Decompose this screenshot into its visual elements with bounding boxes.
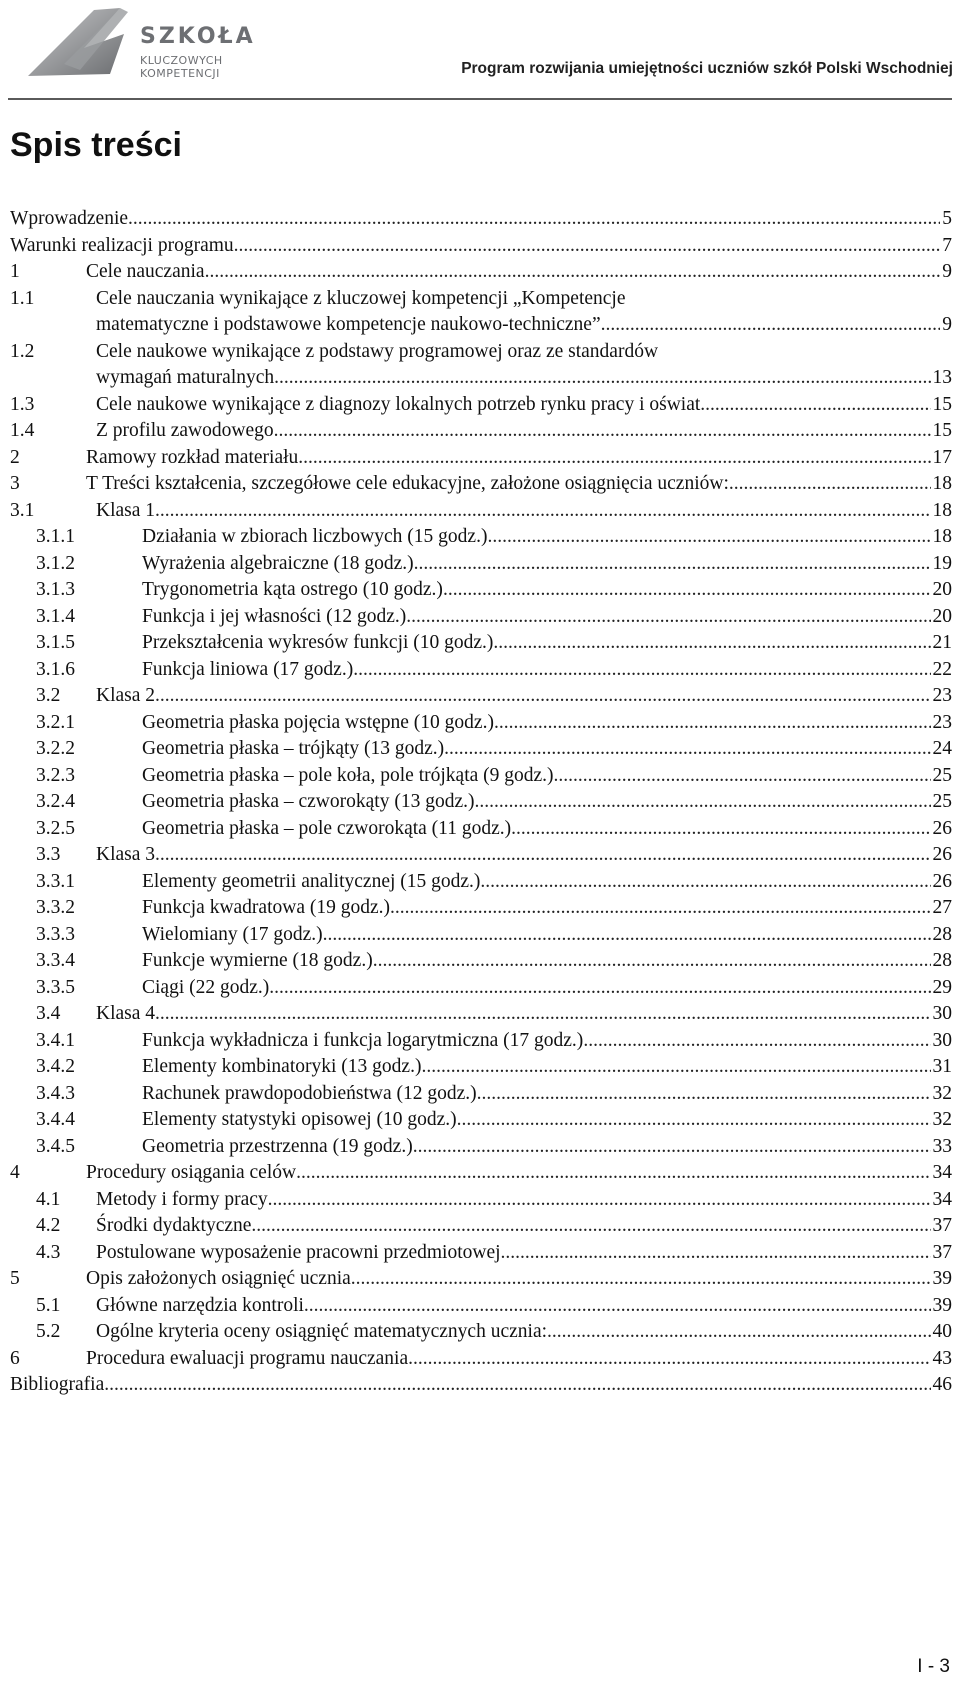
toc-entry-number: 3.1.6 — [36, 658, 75, 680]
toc-entry-number: 1.3 — [10, 393, 35, 415]
toc-entry-page: 27 — [932, 897, 952, 918]
toc-entry-line — [142, 763, 952, 790]
toc-entry-title: Opis założonych osiągnięć ucznia — [86, 1268, 351, 1289]
toc-entry[interactable] — [10, 1240, 952, 1267]
dot-leader — [274, 365, 930, 392]
toc-entry-line — [86, 259, 952, 286]
dot-leader — [601, 312, 941, 339]
dot-leader — [729, 471, 931, 498]
dot-leader — [547, 1319, 930, 1346]
toc-entry-page: 39 — [932, 1268, 952, 1289]
toc-entry-line — [142, 577, 952, 604]
toc-entry-line — [142, 1081, 952, 1108]
toc-entry-page: 17 — [932, 446, 952, 468]
toc-entry-page: 21 — [932, 632, 952, 653]
dot-leader — [104, 1372, 930, 1399]
toc-entry[interactable] — [10, 895, 952, 922]
toc-entry-page: 25 — [932, 791, 952, 812]
toc-entry-title: Geometria płaska – pole koła, pole trójkąta (9 godz.) — [142, 764, 554, 786]
toc-entry[interactable] — [10, 789, 952, 816]
toc-entry-page: 30 — [932, 1003, 952, 1024]
dot-leader — [155, 1001, 930, 1028]
toc-entry-line — [96, 392, 952, 419]
toc-entry-line — [96, 842, 952, 869]
toc-entry-line — [96, 1240, 952, 1267]
dot-leader — [298, 445, 930, 472]
toc-entry-page: 40 — [932, 1321, 952, 1342]
toc-entry-title: Funkcja i jej własności (12 godz.) — [142, 605, 407, 627]
toc-entry[interactable] — [10, 498, 952, 525]
toc-entry[interactable] — [10, 736, 952, 763]
toc-entry-line — [142, 657, 952, 684]
toc-entry[interactable] — [10, 1160, 952, 1187]
toc-entry-title: Cele nauczania — [86, 261, 205, 282]
dot-leader — [501, 1240, 931, 1267]
dot-leader — [353, 657, 930, 684]
toc-entry-title: Geometria płaska – czworokąty (13 godz.) — [142, 791, 475, 812]
toc-entry[interactable] — [10, 259, 952, 286]
toc-entry-title: Funkcja kwadratowa (19 godz.) — [142, 897, 391, 918]
toc-entry-number: 5.2 — [36, 1321, 61, 1342]
toc-entry-title: Wprowadzenie — [10, 208, 129, 229]
toc-entry-page: 15 — [932, 420, 952, 441]
toc-entry-page: 32 — [932, 1109, 952, 1130]
toc-entry-title: Geometria przestrzenna (19 godz.) — [142, 1135, 413, 1157]
toc-entry-line — [96, 1319, 952, 1346]
toc-entry[interactable] — [10, 1319, 952, 1346]
toc-entry[interactable] — [10, 816, 952, 843]
toc-entry-title: Klasa 1 — [96, 499, 156, 521]
dot-leader — [234, 233, 941, 260]
toc-entry-page: 37 — [932, 1215, 952, 1236]
toc-entry-title: matematyczne i podstawowe kompetencje naukowo-techniczne” — [96, 314, 601, 335]
dot-leader — [373, 948, 931, 975]
toc-entry[interactable] — [10, 1346, 952, 1373]
toc-entry[interactable] — [10, 286, 952, 313]
toc-entry-number: 3.3.5 — [36, 976, 75, 998]
dot-leader — [474, 789, 930, 816]
toc-entry-page: 18 — [932, 526, 952, 547]
toc-entry-title: Elementy geometrii analitycznej (15 godz.) — [142, 870, 481, 892]
dot-leader — [414, 551, 931, 578]
toc-entry-number: 3.1.4 — [36, 605, 75, 627]
toc-entry-line — [142, 816, 952, 843]
toc-entry-line — [96, 1001, 952, 1028]
dot-leader — [700, 392, 930, 419]
toc-entry[interactable] — [10, 577, 952, 604]
toc-entry-number: 3 — [10, 473, 20, 494]
toc-entry-line — [10, 1372, 952, 1399]
toc-entry-number: 3.3.1 — [36, 870, 75, 892]
toc-entry-page: 23 — [932, 685, 952, 706]
toc-entry-line — [10, 206, 952, 233]
dot-leader — [268, 1187, 931, 1214]
toc-entry-line — [10, 233, 952, 260]
toc-entry-page: 28 — [932, 950, 952, 971]
toc-entry-number: 3.3 — [36, 844, 61, 865]
toc-entry-page: 22 — [932, 658, 952, 680]
toc-entry-number: 1.2 — [10, 340, 35, 362]
toc-entry-title: Trygonometria kąta ostrego (10 godz.) — [142, 579, 443, 600]
toc-entry-number: 3.2 — [36, 685, 61, 706]
dot-leader — [408, 1346, 930, 1373]
dot-leader — [583, 1028, 930, 1055]
dot-leader — [443, 577, 931, 604]
toc-entry-page: 34 — [932, 1162, 952, 1183]
toc-entry-title: Elementy kombinatoryki (13 godz.) — [142, 1056, 422, 1077]
toc-entry[interactable] — [10, 551, 952, 578]
toc-entry-line — [96, 683, 952, 710]
toc-entry-line — [142, 630, 952, 657]
program-title: Program rozwijania umiejętności uczniów szkół Polski Wschodniej — [461, 60, 953, 77]
toc-entry[interactable] — [10, 763, 952, 790]
toc-entry-number: 4.3 — [36, 1241, 61, 1263]
toc-entry-line — [142, 975, 952, 1002]
toc-entry-number: 3.1 — [10, 499, 35, 521]
toc-entry-title: Cele nauczania wynikające z kluczowej kompetencji „Kompetencje — [96, 287, 626, 309]
table-of-contents — [10, 206, 952, 1399]
toc-entry-number: 4.2 — [36, 1215, 61, 1236]
toc-entry-page: 29 — [932, 976, 952, 998]
dot-leader — [457, 1107, 931, 1134]
toc-entry-line — [142, 1134, 952, 1161]
toc-entry[interactable] — [10, 710, 952, 737]
toc-entry-title: Wielomiany (17 godz.) — [142, 923, 323, 945]
dot-leader — [155, 683, 930, 710]
dot-leader — [421, 1054, 930, 1081]
toc-entry-line — [96, 1213, 952, 1240]
toc-entry-line — [142, 710, 952, 737]
toc-entry-page: 30 — [932, 1029, 952, 1051]
toc-entry-line — [142, 551, 952, 578]
toc-entry-page: 34 — [932, 1188, 952, 1210]
dot-leader — [487, 524, 930, 551]
toc-entry-page: 39 — [932, 1294, 952, 1316]
toc-entry-line — [142, 524, 952, 551]
toc-entry[interactable] — [10, 206, 952, 233]
toc-entry-title: Klasa 4 — [96, 1003, 156, 1024]
toc-entry-line — [96, 498, 952, 525]
toc-entry-title: Bibliografia — [10, 1374, 105, 1395]
toc-entry-line — [96, 418, 952, 445]
toc-entry-number: 6 — [10, 1347, 20, 1369]
toc-entry-number: 3.1.3 — [36, 579, 75, 600]
toc-entry-line — [86, 445, 952, 472]
toc-entry-page: 7 — [942, 234, 952, 256]
toc-entry-page: 5 — [942, 208, 952, 229]
toc-entry[interactable] — [10, 445, 952, 472]
toc-entry-page: 28 — [932, 923, 952, 945]
toc-entry-line — [142, 789, 952, 816]
toc-entry-number: 3.1.5 — [36, 632, 75, 653]
toc-entry-page: 26 — [932, 844, 952, 865]
toc-entry-line — [142, 604, 952, 631]
toc-entry-page: 37 — [932, 1241, 952, 1263]
toc-entry-line — [86, 1160, 952, 1187]
toc-entry-number: 3.3.2 — [36, 897, 75, 918]
toc-entry-number: 3.1.2 — [36, 552, 75, 574]
toc-entry-number: 5 — [10, 1268, 20, 1289]
toc-entry-line — [86, 1346, 952, 1373]
toc-entry-title: Elementy statystyki opisowej (10 godz.) — [142, 1109, 457, 1130]
toc-entry-title: Postulowane wyposażenie pracowni przedmiotowej — [96, 1241, 501, 1263]
dot-leader — [274, 418, 931, 445]
toc-entry-page: 26 — [932, 817, 952, 839]
toc-entry-page: 9 — [942, 314, 952, 335]
toc-entry-number: 3.4.3 — [36, 1082, 75, 1104]
dot-leader — [323, 922, 931, 949]
toc-entry[interactable] — [10, 630, 952, 657]
toc-entry-page: 20 — [932, 605, 952, 627]
toc-entry-page: 20 — [932, 579, 952, 600]
toc-entry[interactable] — [10, 1213, 952, 1240]
dot-leader — [304, 1293, 931, 1320]
toc-entry-title: Działania w zbiorach liczbowych (15 godz.) — [142, 526, 488, 547]
toc-entry-number: 3.2.4 — [36, 791, 75, 812]
school-logo — [24, 4, 304, 80]
toc-entry-title: wymagań maturalnych — [96, 367, 275, 388]
dot-leader — [128, 206, 940, 233]
toc-entry-page: 15 — [932, 393, 952, 415]
toc-entry[interactable] — [10, 418, 952, 445]
toc-entry[interactable] — [10, 1187, 952, 1214]
toc-entry-title: Przekształcenia wykresów funkcji (10 godz.) — [142, 632, 494, 653]
toc-entry-number: 3.2.2 — [36, 738, 75, 759]
toc-entry-number: 3.4.5 — [36, 1135, 75, 1157]
toc-entry-number: 3.4.2 — [36, 1056, 75, 1077]
logo-text-sub: KLUCZOWYCH KOMPETENCJI — [140, 54, 223, 80]
toc-entry[interactable] — [10, 1107, 952, 1134]
toc-entry-number: 3.1.1 — [36, 526, 75, 547]
toc-entry-page: 31 — [932, 1056, 952, 1077]
toc-entry[interactable] — [10, 657, 952, 684]
toc-entry-title: Klasa 2 — [96, 685, 156, 706]
toc-entry[interactable] — [10, 524, 952, 551]
toc-entry-title: Funkcja wykładnicza i funkcja logarytmiczna (17 godz.) — [142, 1029, 584, 1051]
toc-entry-page: 13 — [932, 367, 952, 388]
toc-entry-number: 3.3.3 — [36, 923, 75, 945]
dot-leader — [413, 1134, 931, 1161]
toc-entry-title: Procedury osiągania celów — [86, 1162, 297, 1183]
dot-leader — [351, 1266, 931, 1293]
toc-entry[interactable] — [10, 392, 952, 419]
toc-entry[interactable] — [10, 604, 952, 631]
toc-entry-number: 3.4.1 — [36, 1029, 75, 1051]
page-title: Spis treści — [10, 126, 182, 164]
toc-entry-page: 43 — [932, 1347, 952, 1369]
toc-entry[interactable] — [10, 922, 952, 949]
toc-entry-number: 3.4.4 — [36, 1109, 75, 1130]
dot-leader — [493, 630, 930, 657]
dot-leader — [155, 498, 930, 525]
toc-entry-line — [142, 1028, 952, 1055]
toc-entry[interactable] — [10, 1028, 952, 1055]
toc-entry-line — [142, 736, 952, 763]
toc-entry-title: Funkcja liniowa (17 godz.) — [142, 658, 354, 680]
toc-entry-title: Rachunek prawdopodobieństwa (12 godz.) — [142, 1082, 477, 1104]
toc-entry[interactable] — [10, 1134, 952, 1161]
toc-entry[interactable] — [10, 948, 952, 975]
dot-leader — [251, 1213, 930, 1240]
toc-entry-number: 4 — [10, 1162, 20, 1183]
toc-entry-title: T Treści kształcenia, szczegółowe cele edukacyjne, założone osiągnięcia uczniów: — [86, 473, 729, 494]
toc-entry-line — [96, 1293, 952, 1320]
toc-entry-title: Metody i formy pracy — [96, 1188, 268, 1210]
toc-entry[interactable] — [10, 1054, 952, 1081]
toc-entry[interactable] — [10, 471, 952, 498]
toc-entry-number: 3.2.1 — [36, 711, 75, 733]
dot-leader — [444, 736, 930, 763]
toc-entry-title: Z profilu zawodowego — [96, 420, 274, 441]
toc-entry-title: Ogólne kryteria oceny osiągnięć matematycznych ucznia: — [96, 1321, 548, 1342]
toc-entry-page: 26 — [932, 870, 952, 892]
toc-entry[interactable] — [10, 365, 952, 392]
dot-leader — [205, 259, 941, 286]
logo-emblem-icon — [24, 4, 134, 80]
toc-entry-line — [96, 312, 952, 339]
toc-entry-page: 18 — [932, 473, 952, 494]
toc-entry[interactable] — [10, 869, 952, 896]
toc-entry-number: 4.1 — [36, 1188, 61, 1210]
toc-entry-line — [142, 869, 952, 896]
toc-entry[interactable] — [10, 1372, 952, 1399]
toc-entry[interactable] — [10, 1001, 952, 1028]
toc-entry[interactable] — [10, 1081, 952, 1108]
toc-entry-page: 9 — [942, 261, 952, 282]
toc-entry-page: 46 — [932, 1374, 952, 1395]
toc-entry[interactable] — [10, 1293, 952, 1320]
toc-entry-line — [142, 1054, 952, 1081]
toc-entry-line — [142, 895, 952, 922]
toc-entry[interactable] — [10, 312, 952, 339]
toc-entry-title: Geometria płaska pojęcia wstępne (10 godz.) — [142, 711, 494, 733]
page-header — [0, 0, 960, 105]
toc-entry-line — [96, 1187, 952, 1214]
toc-entry-page: 24 — [932, 738, 952, 759]
dot-leader — [296, 1160, 930, 1187]
toc-entry-number: 5.1 — [36, 1294, 61, 1316]
toc-entry-number: 3.4 — [36, 1003, 61, 1024]
toc-entry-line — [142, 922, 952, 949]
toc-entry-title: Wyrażenia algebraiczne (18 godz.) — [142, 552, 414, 574]
toc-entry-number: 3.3.4 — [36, 950, 75, 971]
toc-entry-title: Geometria płaska – trójkąty (13 godz.) — [142, 738, 445, 759]
dot-leader — [269, 975, 930, 1002]
toc-entry[interactable] — [10, 975, 952, 1002]
dot-leader — [390, 895, 930, 922]
toc-entry-line — [142, 948, 952, 975]
toc-entry-page: 19 — [932, 552, 952, 574]
toc-entry-page: 32 — [932, 1082, 952, 1104]
toc-entry-title: Ramowy rozkład materiału — [86, 446, 299, 468]
toc-entry-number: 1.1 — [10, 287, 35, 309]
toc-entry-page: 25 — [932, 764, 952, 786]
toc-entry-page: 33 — [932, 1135, 952, 1157]
dot-leader — [511, 816, 930, 843]
toc-entry-title: Ciągi (22 godz.) — [142, 976, 270, 998]
toc-entry-title: Cele naukowe wynikające z diagnozy lokalnych potrzeb rynku pracy i oświat — [96, 393, 701, 415]
dot-leader — [406, 604, 930, 631]
page-number: I - 3 — [917, 1656, 950, 1677]
toc-entry-number: 1 — [10, 261, 20, 282]
toc-entry-title: Główne narzędzia kontroli — [96, 1294, 304, 1316]
dot-leader — [494, 710, 931, 737]
dot-leader — [554, 763, 931, 790]
logo-text-main: SZKOŁA — [140, 24, 256, 49]
toc-entry-line — [86, 1266, 952, 1293]
toc-entry-number: 3.2.5 — [36, 817, 75, 839]
dot-leader — [155, 842, 930, 869]
toc-entry-line — [86, 471, 952, 498]
toc-entry-title: Procedura ewaluacji programu nauczania — [86, 1347, 409, 1369]
toc-entry[interactable] — [10, 339, 952, 366]
dot-leader — [477, 1081, 931, 1108]
toc-entry-number: 1.4 — [10, 420, 35, 441]
toc-entry-page: 23 — [932, 711, 952, 733]
toc-entry-title: Funkcje wymierne (18 godz.) — [142, 950, 373, 971]
header-divider — [8, 98, 952, 100]
toc-entry-title: Cele naukowe wynikające z podstawy programowej oraz ze standardów — [96, 340, 659, 362]
dot-leader — [480, 869, 930, 896]
toc-entry-title: Środki dydaktyczne — [96, 1215, 252, 1236]
toc-entry-number: 3.2.3 — [36, 764, 75, 786]
toc-entry[interactable] — [10, 842, 952, 869]
toc-entry-title: Geometria płaska – pole czworokąta (11 godz.) — [142, 817, 512, 839]
toc-entry-line — [142, 1107, 952, 1134]
toc-entry[interactable] — [10, 233, 952, 260]
toc-entry-page: 18 — [932, 499, 952, 521]
toc-entry[interactable] — [10, 683, 952, 710]
toc-entry-title: Klasa 3 — [96, 844, 156, 865]
toc-entry-title: Warunki realizacji programu — [10, 234, 234, 256]
toc-entry-line — [96, 365, 952, 392]
toc-entry-number: 2 — [10, 446, 20, 468]
toc-entry[interactable] — [10, 1266, 952, 1293]
